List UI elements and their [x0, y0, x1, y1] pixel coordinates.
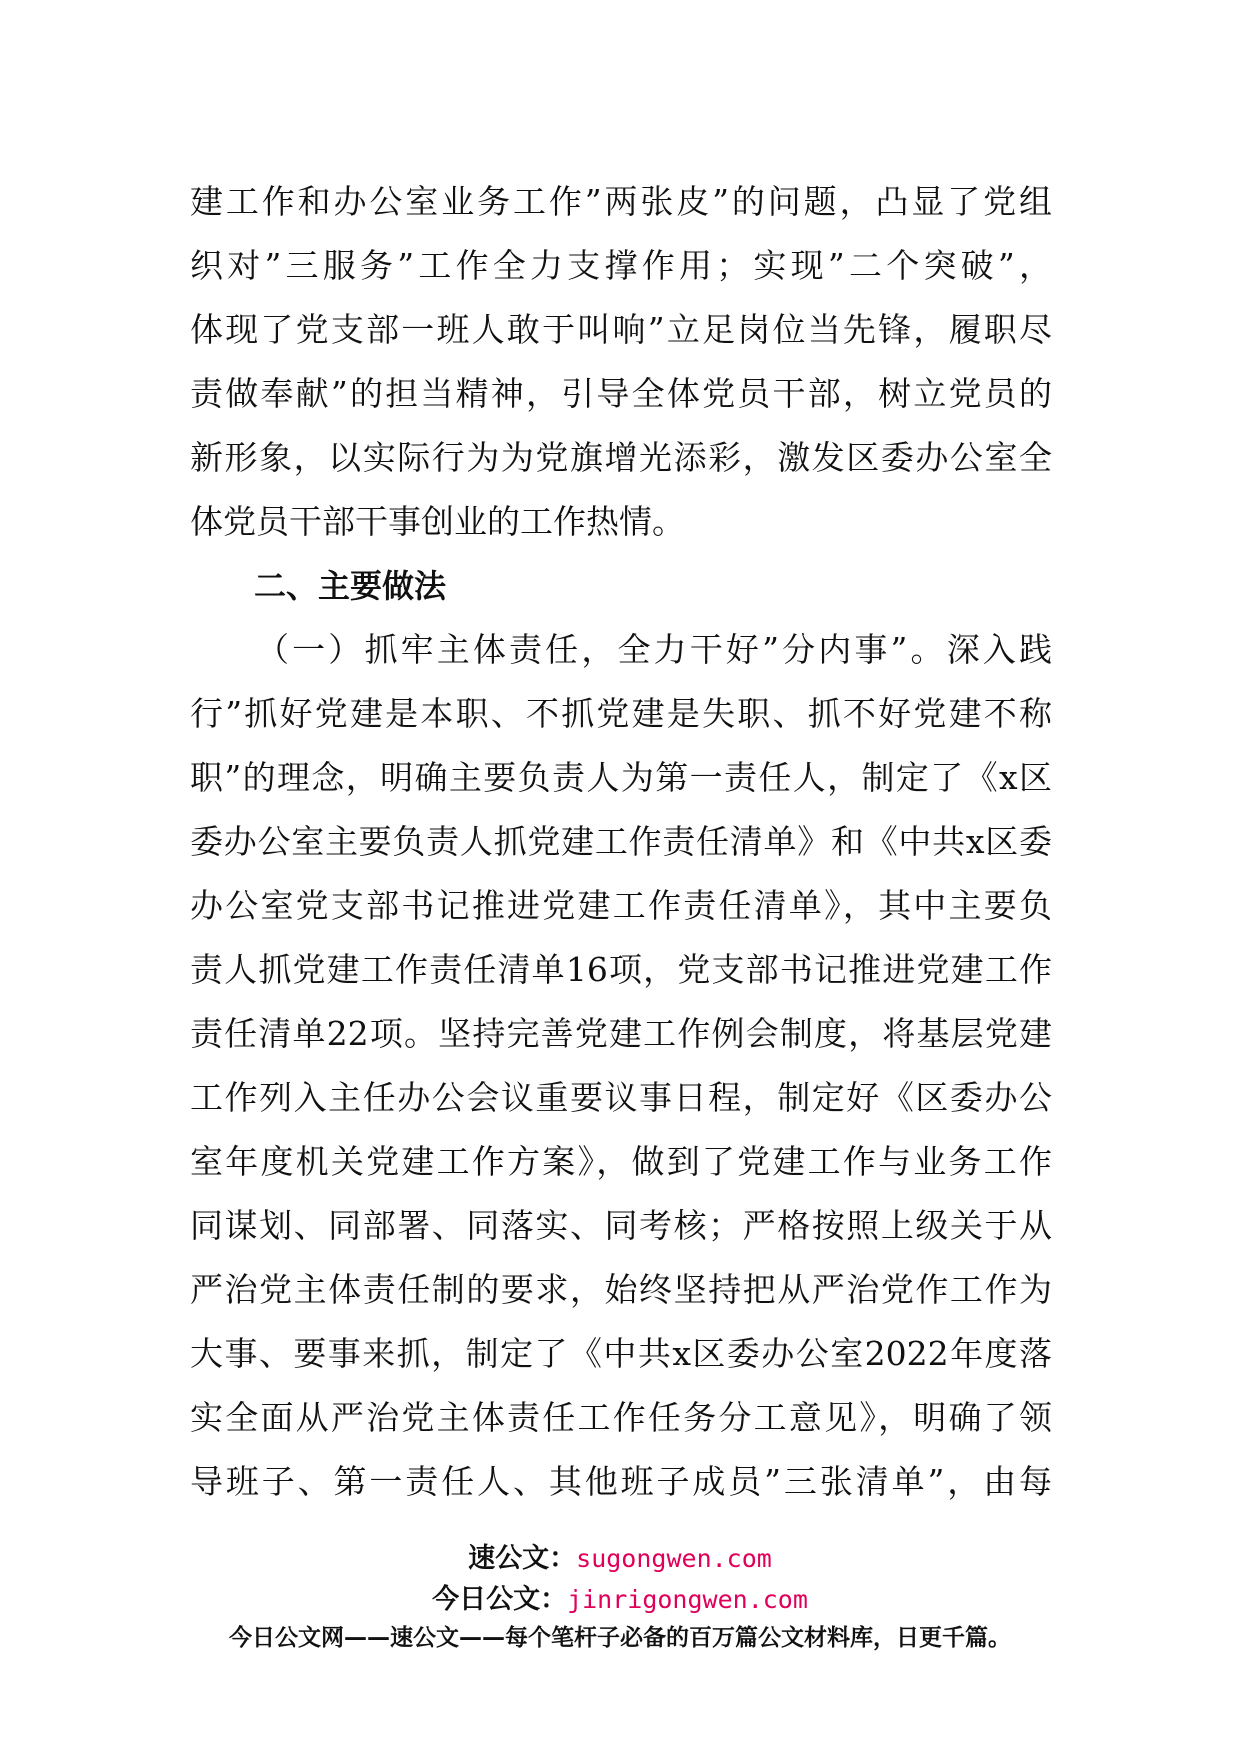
text-line: 同谋划、同部署、同落实、同考核；严格按照上级关于从	[190, 1206, 1052, 1245]
text-line: 工作列入主任办公会议重要议事日程，制定好《区委办公	[190, 1078, 1052, 1117]
footer-jinrigongwen	[0, 1582, 1240, 1618]
text-line: 严治党主体责任制的要求，始终坚持把从严治党作工作为	[190, 1270, 1052, 1309]
text-line: 体现了党支部一班人敢于叫响”立足岗位当先锋，履职尽	[190, 310, 1052, 349]
footer-slogan: 今日公文网——速公文——每个笔杆子必备的百万篇公文材料库，日更千篇。	[229, 1625, 1011, 1651]
footer-sugongwen	[0, 1541, 1240, 1577]
text-line: 大事、要事来抓，制定了《中共x区委办公室2022年度落	[190, 1334, 1052, 1373]
text-line: 委办公室主要负责人抓党建工作责任清单》和《中共x区委	[190, 822, 1052, 861]
text-line: 责任清单22项。坚持完善党建工作例会制度，将基层党建	[190, 1014, 1052, 1053]
text-line: 建工作和办公室业务工作”两张皮”的问题，凸显了党组	[190, 182, 1052, 221]
text-line: 体党员干部干事创业的工作热情。	[190, 502, 685, 541]
text-line: 职”的理念，明确主要负责人为第一责任人，制定了《x区	[190, 758, 1052, 797]
text-line: 室年度机关党建工作方案》，做到了党建工作与业务工作	[190, 1142, 1052, 1181]
text-line: 责人抓党建工作责任清单16项，党支部书记推进党建工作	[190, 950, 1052, 989]
text-line: 责做奉献”的担当精神，引导全体党员干部，树立党员的	[190, 374, 1052, 413]
text-line: 新形象，以实际行为为党旗增光添彩，激发区委办公室全	[190, 438, 1052, 477]
footer-label: 速公文：	[468, 1543, 577, 1574]
text-line: （一）抓牢主体责任，全力干好”分内事”。深入践	[256, 630, 1052, 669]
footer-label: 今日公文：	[432, 1584, 568, 1615]
text-line: 织对”三服务”工作全力支撑作用；实现”二个突破”，	[190, 246, 1052, 285]
text-line: 行”抓好党建是本职、不抓党建是失职、抓不好党建不称	[190, 694, 1052, 733]
footer-link-sugongwen[interactable]: sugongwen.com	[576, 1544, 772, 1573]
text-line: 导班子、第一责任人、其他班子成员”三张清单”，由每	[190, 1462, 1052, 1501]
section-heading: 二、主要做法	[254, 567, 447, 605]
footer-link-jinrigongwen[interactable]: jinrigongwen.com	[567, 1585, 808, 1614]
text-line: 办公室党支部书记推进党建工作责任清单》，其中主要负	[190, 886, 1052, 925]
text-line: 实全面从严治党主体责任工作任务分工意见》，明确了领	[190, 1398, 1052, 1437]
body-text	[190, 170, 1052, 1514]
